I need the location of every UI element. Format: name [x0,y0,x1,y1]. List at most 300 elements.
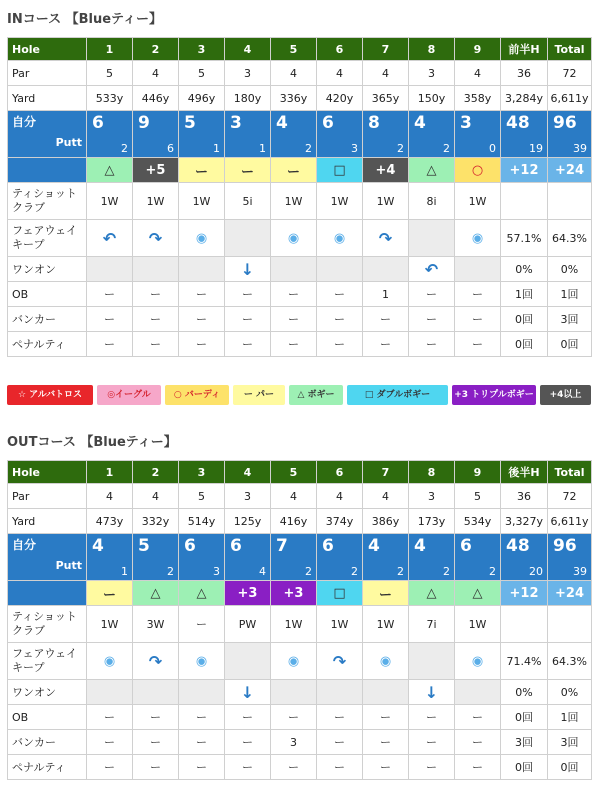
yard-value: 496y [179,86,225,111]
bunker-value: ー [225,730,271,755]
bunker-value: ー [179,307,225,332]
strokes: 6 [322,113,334,133]
putts-half: 19 [529,142,543,155]
bunker-value: ー [363,307,409,332]
legend-item: +3 トリプルボギー [452,385,536,405]
ob-total: 1回 [548,282,592,307]
bunker-total: 3回 [548,307,592,332]
one-on-cell [87,257,133,282]
score-cell [317,111,363,158]
result-label-cell [8,581,87,606]
putts: 6 [167,142,174,155]
par-value: 4 [317,484,363,509]
score-cell [409,111,455,158]
bunker-row [8,307,592,332]
putts: 0 [489,142,496,155]
par-row [8,484,592,509]
yard-value: 150y [409,86,455,111]
par-value: 4 [317,61,363,86]
one-on-cell [271,680,317,705]
result-badge: △ [87,158,133,183]
result-badge: +5 [133,158,179,183]
hole-number: 4 [225,461,271,484]
penalty-value: ー [225,755,271,780]
par-value: 4 [87,484,133,509]
putt-label: Putt [55,136,82,149]
tee-club: 1W [455,606,501,643]
score-total-cell [548,111,592,158]
hole-number: 8 [409,461,455,484]
ob-half: 1回 [501,282,548,307]
par-value: 3 [225,484,271,509]
score-cell [225,534,271,581]
penalty-value: ー [363,755,409,780]
par-value: 4 [271,484,317,509]
score-cell [363,534,409,581]
fairway-cell [271,643,317,680]
self-label-cell [8,111,87,158]
tee-club-row [8,606,592,643]
strokes: 3 [460,113,472,133]
ob-value: ー [179,282,225,307]
result-badge: ー [87,581,133,606]
score-cell [87,534,133,581]
par-label: Par [8,484,87,509]
hole-number: 3 [179,461,225,484]
par-label: Par [8,61,87,86]
legend-item: ☆ アルバトロス [7,385,93,405]
yard-value: 446y [133,86,179,111]
ob-value: ー [225,705,271,730]
strokes: 4 [92,536,104,556]
penalty-value: ー [409,755,455,780]
bunker-label: バンカー [8,307,87,332]
tee-label: ティショット クラブ [8,606,87,643]
bunker-value: ー [363,730,409,755]
score-cell [179,534,225,581]
one-on-label: ワンオン [8,680,87,705]
hole-number: 6 [317,38,363,61]
penalty-value: ー [179,755,225,780]
par-row [8,61,592,86]
putts: 2 [305,565,312,578]
strokes: 6 [92,113,104,133]
par-value: 4 [133,484,179,509]
one-on-cell [363,680,409,705]
hole-number: 2 [133,461,179,484]
yard-value: 534y [455,509,501,534]
putts: 2 [443,142,450,155]
par-value: 4 [455,61,501,86]
tee-club: 1W [363,606,409,643]
putts: 2 [489,565,496,578]
par-total: 72 [548,61,592,86]
miss-left-arrow-icon: ↶ [102,228,117,248]
strokes: 6 [184,536,196,556]
one-on-cell [271,257,317,282]
penalty-half: 0回 [501,755,548,780]
fairway-hit-icon: ◉ [471,230,484,246]
par-value: 5 [179,61,225,86]
course-title: INコース 【Blueティー】 [7,12,162,27]
penalty-total: 0回 [548,755,592,780]
one-on-half: 0% [501,257,548,282]
score-half-cell [501,111,548,158]
bunker-value: ー [317,730,363,755]
ob-value: ー [455,705,501,730]
penalty-value: ー [133,332,179,357]
putts-half: 20 [529,565,543,578]
legend-item: □ ダブルボギー [347,385,448,405]
strokes: 4 [368,536,380,556]
tee-club: 1W [317,183,363,220]
one-on-row [8,680,592,705]
result-badge: +3 [271,581,317,606]
one-on-cell [133,680,179,705]
ob-value: ー [133,282,179,307]
hole-number: 9 [455,461,501,484]
strokes: 4 [276,113,288,133]
strokes: 7 [276,536,288,556]
result-badge: □ [317,581,363,606]
legend-item: ー パー [233,385,285,405]
result-total: +24 [548,158,592,183]
fairway-cell [133,220,179,257]
ob-value: ー [225,282,271,307]
yard-value: 173y [409,509,455,534]
yard-value: 374y [317,509,363,534]
putts: 1 [121,565,128,578]
bunker-value: ー [87,307,133,332]
one-on-cell [225,257,271,282]
fairway-hit-icon: ◉ [287,230,300,246]
ob-total: 1回 [548,705,592,730]
hole-number: 2 [133,38,179,61]
bunker-value: ー [409,730,455,755]
fairway-cell [455,220,501,257]
fairway-label: フェアウェイ キープ [8,220,87,257]
result-row [8,581,592,606]
result-badge: +4 [363,158,409,183]
fairway-cell [363,220,409,257]
total-label: Total [548,461,592,484]
bunker-label: バンカー [8,730,87,755]
putts: 2 [397,142,404,155]
result-badge: ー [363,581,409,606]
hole-number: 1 [87,38,133,61]
tee-club: 1W [363,183,409,220]
arrow-down-icon: ↓ [424,682,439,702]
scorecard-table [7,37,592,357]
yard-value: 416y [271,509,317,534]
fairway-row [8,643,592,680]
yard-value: 533y [87,86,133,111]
score-cell [133,534,179,581]
strokes-total: 96 [553,536,577,556]
one-on-total: 0% [548,257,592,282]
score-cell [363,111,409,158]
result-badge: △ [179,581,225,606]
result-badge: ー [225,158,271,183]
bunker-value: ー [317,307,363,332]
tee-club: ー [179,606,225,643]
tee-club: 8i [409,183,455,220]
result-badge: △ [455,581,501,606]
fairway-total: 64.3% [548,643,592,680]
putts: 1 [213,142,220,155]
bunker-value: ー [455,307,501,332]
tee-club: 1W [87,606,133,643]
strokes: 6 [230,536,242,556]
course-title: OUTコース 【Blueティー】 [7,435,177,450]
penalty-value: ー [87,755,133,780]
par-value: 3 [409,484,455,509]
fairway-row [8,220,592,257]
self-label: 自分 [12,538,37,552]
ob-value: ー [409,705,455,730]
par-value: 3 [225,61,271,86]
hole-label: Hole [8,461,87,484]
fairway-hit-icon: ◉ [103,653,116,669]
ob-label: OB [8,282,87,307]
ob-value: ー [87,282,133,307]
penalty-total: 0回 [548,332,592,357]
hole-label: Hole [8,38,87,61]
score-cell [87,111,133,158]
one-on-cell [409,257,455,282]
ob-row [8,705,592,730]
bunker-value: ー [87,730,133,755]
result-badge: △ [409,581,455,606]
yard-value: 336y [271,86,317,111]
penalty-row [8,332,592,357]
strokes: 6 [460,536,472,556]
par-value: 4 [133,61,179,86]
miss-right-arrow-icon: ↷ [148,651,163,671]
fairway-hit-icon: ◉ [287,653,300,669]
score-cell [409,534,455,581]
fairway-cell [271,220,317,257]
penalty-value: ー [271,332,317,357]
strokes: 4 [414,113,426,133]
score-cell [271,534,317,581]
par-value: 3 [409,61,455,86]
fairway-cell [409,220,455,257]
penalty-value: ー [317,332,363,357]
fairway-hit-icon: ◉ [195,230,208,246]
par-half: 36 [501,61,548,86]
ob-value: 1 [363,282,409,307]
ob-label: OB [8,705,87,730]
putt-label: Putt [55,559,82,572]
fairway-cell [317,220,363,257]
score-cell [225,111,271,158]
hole-number: 9 [455,38,501,61]
penalty-value: ー [455,755,501,780]
yard-total: 6,611y [548,86,592,111]
result-badge: ー [271,158,317,183]
tee-club: 5i [225,183,271,220]
putts-total: 39 [573,142,587,155]
bunker-half: 3回 [501,730,548,755]
hole-number: 3 [179,38,225,61]
result-row [8,158,592,183]
strokes-half: 48 [506,536,530,556]
bunker-value: ー [409,307,455,332]
hole-header-row [8,38,592,61]
yard-row [8,86,592,111]
one-on-cell [455,257,501,282]
result-legend [7,385,591,407]
bunker-value: ー [271,307,317,332]
hole-number: 6 [317,461,363,484]
bunker-value: ー [225,307,271,332]
score-total-cell [548,534,592,581]
putts: 2 [167,565,174,578]
self-label-cell [8,534,87,581]
tee-club: 1W [271,183,317,220]
yard-row [8,509,592,534]
fairway-cell [225,643,271,680]
half-label: 後半H [501,461,548,484]
hole-number: 5 [271,461,317,484]
yard-value: 180y [225,86,271,111]
ob-value: ー [179,705,225,730]
penalty-value: ー [455,332,501,357]
putts: 4 [259,565,266,578]
tee-club: 1W [179,183,225,220]
tee-club: PW [225,606,271,643]
penalty-label: ペナルティ [8,755,87,780]
yard-value: 358y [455,86,501,111]
putts: 2 [305,142,312,155]
strokes-half: 48 [506,113,530,133]
penalty-value: ー [179,332,225,357]
arrow-down-icon: ↓ [240,259,255,279]
one-on-cell [455,680,501,705]
fairway-hit-icon: ◉ [379,653,392,669]
penalty-row [8,755,592,780]
yard-value: 420y [317,86,363,111]
penalty-value: ー [409,332,455,357]
penalty-value: ー [133,755,179,780]
arrow-down-icon: ↓ [240,682,255,702]
fairway-cell [225,220,271,257]
total-label: Total [548,38,592,61]
bunker-value: 3 [271,730,317,755]
ob-value: ー [271,282,317,307]
miss-right-arrow-icon: ↷ [378,228,393,248]
hole-number: 4 [225,38,271,61]
result-badge: □ [317,158,363,183]
bunker-value: ー [133,307,179,332]
score-cell [455,534,501,581]
yard-value: 332y [133,509,179,534]
result-badge: +3 [225,581,271,606]
result-label-cell [8,158,87,183]
fairway-cell [455,643,501,680]
result-badge: △ [133,581,179,606]
one-on-cell [179,257,225,282]
one-on-cell [87,680,133,705]
strokes-total: 96 [553,113,577,133]
fairway-total: 64.3% [548,220,592,257]
bunker-half: 0回 [501,307,548,332]
fairway-label: フェアウェイ キープ [8,643,87,680]
bunker-total: 3回 [548,730,592,755]
one-on-cell [363,257,409,282]
fairway-cell [179,643,225,680]
strokes: 5 [138,536,150,556]
par-value: 4 [271,61,317,86]
score-row [8,111,592,158]
fairway-cell [363,643,409,680]
hole-number: 7 [363,38,409,61]
score-cell [455,111,501,158]
strokes: 9 [138,113,150,133]
fairway-half: 71.4% [501,643,548,680]
one-on-total: 0% [548,680,592,705]
fairway-hit-icon: ◉ [333,230,346,246]
one-on-label: ワンオン [8,257,87,282]
ob-value: ー [133,705,179,730]
result-badge: ○ [455,158,501,183]
ob-value: ー [317,705,363,730]
strokes: 4 [414,536,426,556]
yard-total: 6,611y [548,509,592,534]
fairway-half: 57.1% [501,220,548,257]
penalty-value: ー [225,332,271,357]
ob-value: ー [271,705,317,730]
par-value: 5 [455,484,501,509]
self-label: 自分 [12,115,37,129]
one-on-cell [225,680,271,705]
tee-club: 1W [455,183,501,220]
ob-row [8,282,592,307]
putts: 1 [259,142,266,155]
fairway-hit-icon: ◉ [471,653,484,669]
scorecard-table [7,460,592,780]
par-value: 5 [179,484,225,509]
bunker-value: ー [179,730,225,755]
ob-half: 0回 [501,705,548,730]
half-label: 前半H [501,38,548,61]
ob-value: ー [363,705,409,730]
score-cell [179,111,225,158]
legend-item: △ ボギー [289,385,343,405]
one-on-cell [133,257,179,282]
strokes: 8 [368,113,380,133]
yard-half: 3,284y [501,86,548,111]
fairway-cell [87,643,133,680]
par-half: 36 [501,484,548,509]
strokes: 6 [322,536,334,556]
result-badge: ー [179,158,225,183]
tee-club: 1W [317,606,363,643]
penalty-value: ー [363,332,409,357]
ob-value: ー [317,282,363,307]
legend-item: +4以上 [540,385,591,405]
legend-item: ○ バーディ [165,385,229,405]
score-cell [317,534,363,581]
putts-total: 39 [573,565,587,578]
penalty-label: ペナルティ [8,332,87,357]
hole-number: 8 [409,38,455,61]
one-on-row [8,257,592,282]
fairway-cell [87,220,133,257]
ob-value: ー [455,282,501,307]
fairway-cell [179,220,225,257]
